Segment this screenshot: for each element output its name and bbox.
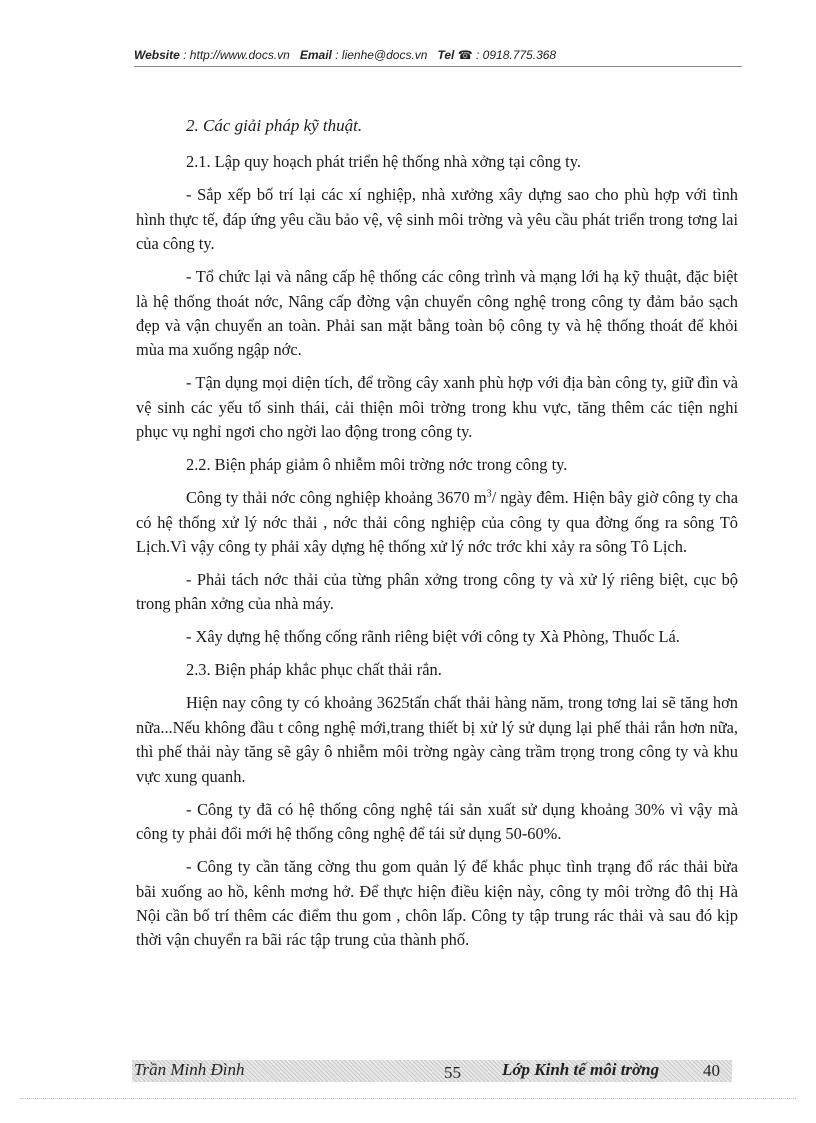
document-body	[136, 114, 738, 961]
subsection-2-1-title: 2.1. Lập quy hoạch phát triển hệ thống nhà xởng tại công ty.	[186, 152, 581, 172]
paragraph: - Tận dụng mọi diện tích, để trồng cây xanh phù hợp với địa bàn công ty, giữ đìn và vệ sinh các yếu tố sinh thái, cải thiện môi trờng trong khu vực, tăng thêm các tiện nghi phục vụ nghỉ ngơi cho ngời lao động trong công ty.	[136, 373, 738, 442]
paragraph: Hiện nay công ty có khoảng 3625tấn chất thải hàng năm, trong tơng lai sẽ tăng hơn nữa...Nếu không đầu t công nghệ mới,trang thiết bị xử lý sử dụng lại phế thải rắn hơn nữa, thì phế thải này tăng sẽ gây ô nhiễm môi trờng ngày càng trầm trọng trong công ty và khu vực xung quanh.	[136, 693, 738, 786]
footer-course-number: 40	[703, 1061, 720, 1080]
footer-author: Trần Minh Đình	[134, 1060, 245, 1079]
email-label: Email	[299, 48, 332, 62]
footer-page-number: 55	[444, 1063, 461, 1082]
page-bottom-divider	[20, 1098, 796, 1099]
website-label: Website	[134, 48, 180, 62]
tel-value: ☎ : 0918.775.368	[457, 48, 557, 62]
footer-course: Lớp Kinh tế môi trờng	[502, 1060, 660, 1079]
paragraph-wastewater-rest: / ngày đêm. Hiện bây giờ công ty cha có hệ thống xử lý nớc thải , nớc thải công nghiệp của công ty qua đờng ống ra sông Tô Lịch.Vì vậy công ty phải xây dựng hệ thống xử lý nớc trớc khi xảy ra sông Tô Lịch.	[136, 488, 738, 557]
subsection-2-3-title: 2.3. Biện pháp khắc phục chất thải rắn.	[186, 660, 442, 680]
paragraph: - Xây dựng hệ thống cống rãnh riêng biệt với công ty Xà Phòng, Thuốc Lá.	[186, 627, 680, 647]
paragraph: - Sắp xếp bố trí lại các xí nghiệp, nhà xưởng xây dựng sao cho phù hợp với tình hình thực tế, đáp ứng yêu cầu bảo vệ, vệ sinh môi trờng và yêu cầu phát triển trong tơng lai của công ty.	[136, 185, 738, 254]
paragraph: - Phải tách nớc thải của từng phân xởng trong công ty và xử lý riêng biệt, cục bộ trong phân xởng của nhà máy.	[136, 570, 738, 614]
section-title: 2. Các giải pháp kỹ thuật.	[186, 116, 363, 135]
tel-label: Tel	[437, 48, 455, 62]
paragraph-wastewater-start: Công ty thải nớc công nghiệp khoảng 3670 m	[186, 488, 487, 508]
page-footer	[132, 1060, 732, 1082]
email-value[interactable]: : lienhe@docs.vn	[335, 48, 428, 62]
website-value[interactable]: : http://www.docs.vn	[183, 48, 290, 62]
paragraph-wastewater	[136, 486, 738, 559]
subsection-2-2-title: 2.2. Biện pháp giảm ô nhiễm môi trờng nớc trong công ty.	[186, 455, 568, 475]
paragraph: - Công ty đã có hệ thống công nghệ tái sản xuất sử dụng khoảng 30% vì vậy mà công ty phải đổi mới hệ thống công nghệ để tái sử dụng 50-60%.	[136, 799, 738, 844]
paragraph: - Công ty cần tăng cờng thu gom quản lý để khắc phục tình trạng đổ rác thải bừa bãi xuống ao hồ, kênh mơng hở. Để thực hiện điều kiện này, công ty môi trờng đô thị Hà Nội cần bố trí thêm các điểm thu gom , chôn lấp. Công ty tập trung rác thải và sau đó kịp thời vận chuyển ra bãi rác tập trung của thành phố.	[136, 857, 738, 950]
paragraph: - Tổ chức lại và nâng cấp hệ thống các công trình và mạng lới hạ kỹ thuật, đặc biệt là hệ thống thoát nớc, Nâng cấp đờng vận chuyển công nghệ trong công ty đảm bảo sạch đẹp và vận chuyển an toàn. Phải san mặt bằng toàn bộ công ty và hệ thống thoát để khỏi mùa ma xuống ngập nớc.	[136, 267, 738, 360]
page-header	[134, 48, 742, 67]
cubic-superscript: 3	[486, 488, 492, 500]
